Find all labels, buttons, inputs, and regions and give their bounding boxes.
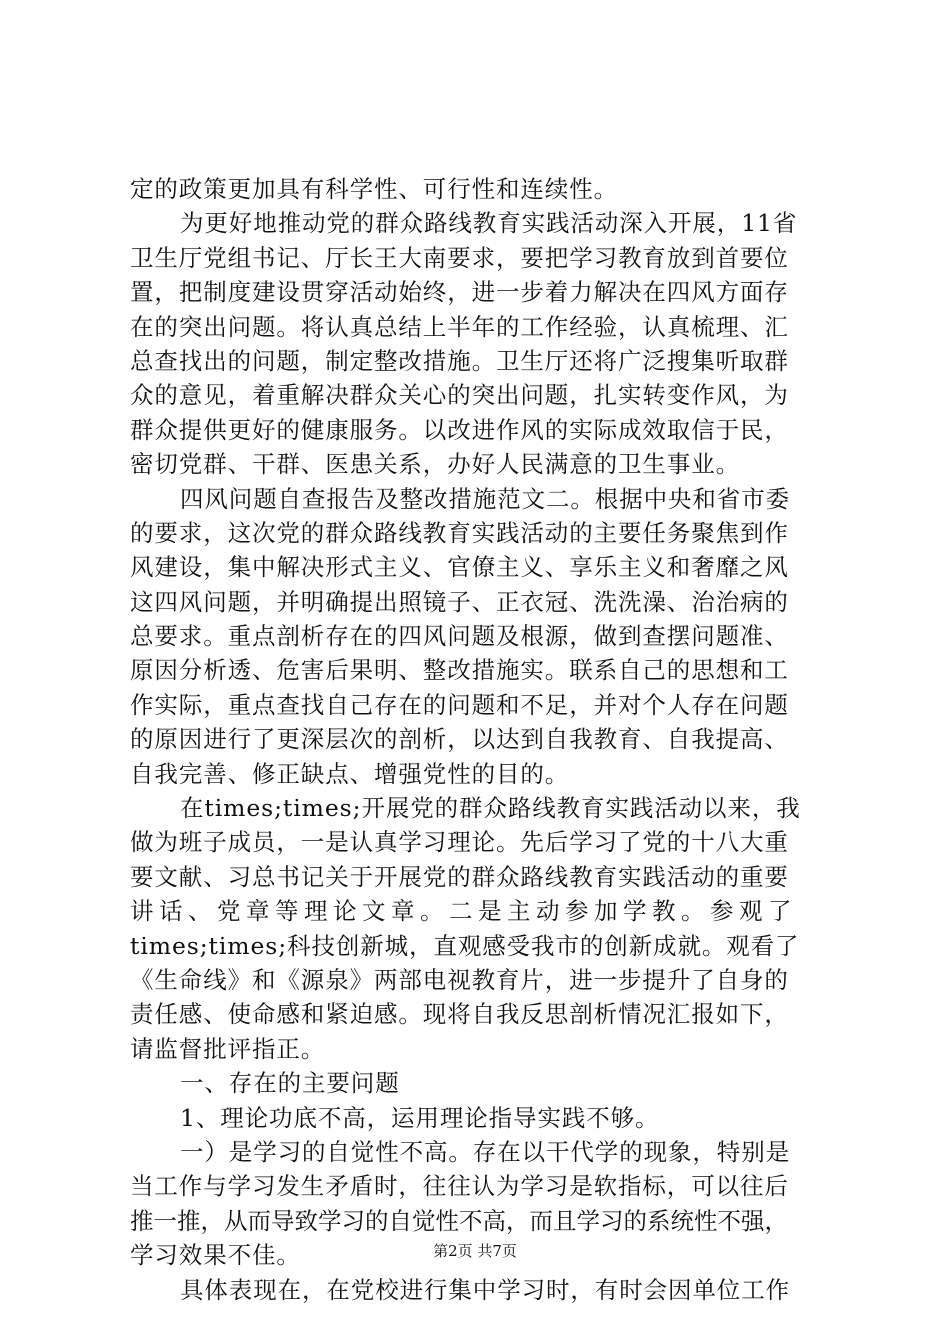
text-line: 讲话、党章等理论文章。二是主动参加学教。参观了 — [130, 897, 797, 926]
text-line: 原因分析透、危害后果明、整改措施实。联系自己的思想和工 — [130, 656, 789, 685]
text-line: 请监督批评指正。 — [130, 1034, 326, 1063]
text-line: 自我完善、修正缺点、增强党性的目的。 — [130, 759, 570, 788]
text-line: 置，把制度建设贯穿活动始终，进一步着力解决在四风方面存 — [130, 278, 789, 307]
text-line: 要文献、习总书记关于开展党的群众路线教育实践活动的重要 — [130, 862, 789, 891]
text-line: 学习效果不佳。 — [130, 1241, 301, 1270]
text-line: 《生命线》和《源泉》两部电视教育片，进一步提升了自身的 — [130, 965, 789, 994]
text-line: 群众提供更好的健康服务。以改进作风的实际成效取信于民， — [130, 415, 789, 444]
text-line: 的原因进行了更深层次的剖析，以达到自我教育、自我提高、 — [130, 725, 789, 754]
text-line: 风建设，集中解决形式主义、官僚主义、享乐主义和奢靡之风 — [130, 553, 789, 582]
text-line: 密切党群、干群、医患关系，办好人民满意的卫生事业。 — [130, 450, 740, 479]
text-line: 四风问题自查报告及整改措施范文二。根据中央和省市委 — [180, 484, 790, 513]
text-line: 责任感、使命感和紧迫感。现将自我反思剖析情况汇报如下， — [130, 1000, 789, 1029]
page-number-footer: 第2页 共7页 — [433, 1242, 517, 1260]
text-line: 推一推，从而导致学习的自觉性不高，而且学习的系统性不强， — [130, 1206, 788, 1235]
text-line: 总要求。重点剖析存在的四风问题及根源，做到查摆问题准、 — [130, 622, 789, 651]
body-text — [130, 172, 835, 1307]
text-line: 定的政策更加具有科学性、可行性和连续性。 — [130, 175, 618, 203]
section-heading: 一、存在的主要问题 — [180, 1069, 400, 1098]
text-line: 的要求，这次党的群众路线教育实践活动的主要任务聚焦到作 — [130, 518, 789, 547]
text-line: 在times;times;开展党的群众路线教育实践活动以来，我 — [180, 794, 801, 823]
text-line: 卫生厅党组书记、厅长王大南要求，要把学习教育放到首要位 — [130, 243, 789, 272]
text-line: 当工作与学习发生矛盾时，往往认为学习是软指标，可以往后 — [130, 1172, 789, 1201]
text-line: 一）是学习的自觉性不高。存在以干代学的现象，特别是 — [180, 1137, 790, 1166]
text-line: 总查找出的问题，制定整改措施。卫生厅还将广泛搜集听取群 — [130, 346, 789, 375]
text-line: 做为班子成员，一是认真学习理论。先后学习了党的十八大重 — [130, 828, 789, 857]
text-line: 具体表现在，在党校进行集中学习时，有时会因单位工作 — [180, 1275, 790, 1304]
text-line: 众的意见，着重解决群众关心的突出问题，扎实转变作风，为 — [130, 381, 789, 410]
text-line: 作实际，重点查找自己存在的问题和不足，并对个人存在问题 — [130, 690, 789, 719]
text-line: 在的突出问题。将认真总结上半年的工作经验，认真梳理、汇 — [130, 312, 789, 341]
text-line: 这四风问题，并明确提出照镜子、正衣冠、洗洗澡、治治病的 — [130, 587, 789, 616]
subsection-heading: 1、理论功底不高，运用理论指导实践不够。 — [180, 1103, 660, 1132]
text-line: times;times;科技创新城，直观感受我市的创新成就。观看了 — [130, 931, 800, 960]
text-line: 为更好地推动党的群众路线教育实践活动深入开展，11省 — [180, 209, 798, 238]
